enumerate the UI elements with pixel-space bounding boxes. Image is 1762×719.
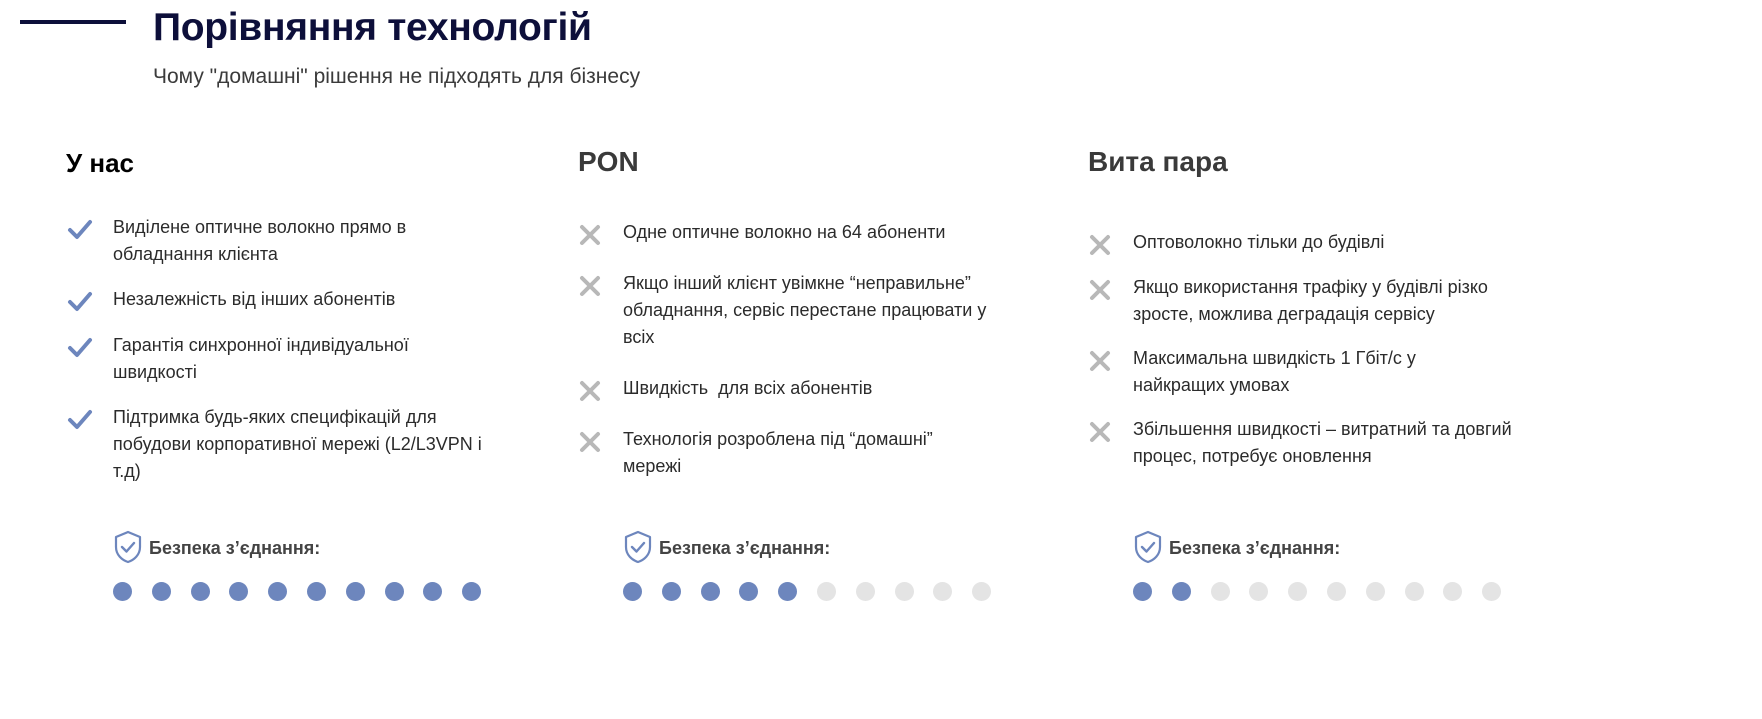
rating-dot-filled bbox=[346, 582, 365, 601]
list-item-text: Підтримка будь-яких специфікацій для побудови корпоративної мережі (L2/L3VPN і т.д) bbox=[113, 407, 482, 481]
rating-dot-empty bbox=[817, 582, 836, 601]
check-icon bbox=[66, 216, 94, 244]
rating-dot-empty bbox=[1288, 582, 1307, 601]
list-item-text: Гарантія синхронної індивідуальної швидкості bbox=[113, 335, 409, 382]
rating-dot-empty bbox=[1249, 582, 1268, 601]
column-title: PON bbox=[578, 146, 639, 177]
list-item-text: Максимальна швидкість 1 Гбіт/с у найкращих умовах bbox=[1133, 348, 1416, 395]
column-title: У нас bbox=[66, 148, 135, 178]
rating-dot-filled bbox=[1172, 582, 1191, 601]
rating-dot-filled bbox=[152, 582, 171, 601]
rating-dot-empty bbox=[1405, 582, 1424, 601]
list-item-text: Швидкість для всіх абонентів bbox=[623, 378, 873, 398]
column-title: Вита пара bbox=[1088, 146, 1228, 177]
shield-check-icon bbox=[113, 530, 143, 564]
list-item-text: Якщо інший клієнт увімкне “неправильне” обладнання, сервіс перестане працювати у всіх bbox=[623, 273, 987, 347]
rating-dot-filled bbox=[191, 582, 210, 601]
cross-icon bbox=[1086, 418, 1114, 446]
rating-dot-empty bbox=[1482, 582, 1501, 601]
security-label: Безпека з’єднання: bbox=[1169, 538, 1341, 558]
rating-dot-empty bbox=[972, 582, 991, 601]
rating-dot-filled bbox=[268, 582, 287, 601]
rating-dot-empty bbox=[1211, 582, 1230, 601]
check-icon bbox=[66, 406, 94, 434]
rating-dot-filled bbox=[229, 582, 248, 601]
shield-check-icon bbox=[1133, 530, 1163, 564]
page-title: Порівняння технологій bbox=[153, 6, 592, 49]
rating-dot-filled bbox=[113, 582, 132, 601]
rating-dot-empty bbox=[1443, 582, 1462, 601]
rating-dot-filled bbox=[778, 582, 797, 601]
cross-icon bbox=[576, 221, 604, 249]
check-icon bbox=[66, 288, 94, 316]
list-item-text: Якщо використання трафіку у будівлі різко зросте, можлива деградація сервісу bbox=[1133, 277, 1488, 324]
cross-icon bbox=[576, 428, 604, 456]
cross-icon bbox=[1086, 347, 1114, 375]
cross-icon bbox=[576, 272, 604, 300]
rating-dot-filled bbox=[1133, 582, 1152, 601]
list-item-text: Одне оптичне волокно на 64 абоненти bbox=[623, 222, 946, 242]
list-item-text: Виділене оптичне волокно прямо в обладнання клієнта bbox=[113, 217, 407, 264]
shield-check-icon bbox=[623, 530, 653, 564]
cross-icon bbox=[1086, 231, 1114, 259]
rating-dot-empty bbox=[895, 582, 914, 601]
rating-dot-filled bbox=[623, 582, 642, 601]
list-item-text: Збільшення швидкості – витратний та довгий процес, потребує оновлення bbox=[1133, 419, 1512, 466]
header-accent-line bbox=[20, 20, 126, 24]
rating-dot-filled bbox=[385, 582, 404, 601]
rating-dot-filled bbox=[662, 582, 681, 601]
rating-dot-filled bbox=[462, 582, 481, 601]
cross-icon bbox=[1086, 276, 1114, 304]
list-item-text: Технологія розроблена під “домашні” мережі bbox=[623, 429, 933, 476]
list-item-text: Оптоволокно тільки до будівлі bbox=[1133, 232, 1385, 252]
rating-dot-empty bbox=[933, 582, 952, 601]
cross-icon bbox=[576, 377, 604, 405]
rating-dot-empty bbox=[1327, 582, 1346, 601]
security-label: Безпека з’єднання: bbox=[659, 538, 831, 558]
rating-dot-filled bbox=[423, 582, 442, 601]
rating-dot-empty bbox=[856, 582, 875, 601]
list-item-text: Незалежність від інших абонентів bbox=[113, 289, 396, 309]
rating-dot-filled bbox=[701, 582, 720, 601]
check-icon bbox=[66, 334, 94, 362]
rating-dot-filled bbox=[307, 582, 326, 601]
page-subtitle: Чому "домашні" рішення не підходять для бізнесу bbox=[153, 65, 641, 88]
security-label: Безпека з’єднання: bbox=[149, 538, 321, 558]
rating-dot-filled bbox=[739, 582, 758, 601]
rating-dot-empty bbox=[1366, 582, 1385, 601]
